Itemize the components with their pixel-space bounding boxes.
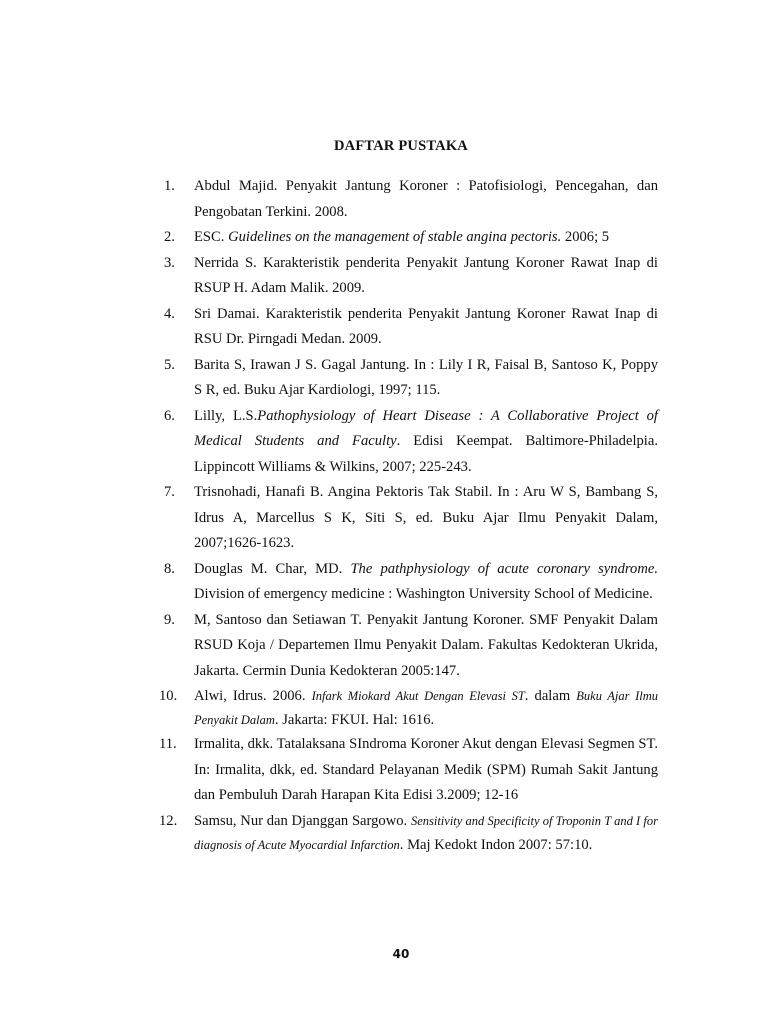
reference-text-segment: Division of emergency medicine : Washington University School of Medicine.	[194, 586, 653, 602]
reference-text	[194, 809, 658, 857]
reference-text-segment: Lilly, L.S.	[194, 407, 258, 424]
reference-item	[159, 684, 658, 732]
reference-number: 11.	[159, 736, 177, 752]
reference-text-segment: Alwi, Idrus. 2006.	[194, 688, 312, 704]
reference-text-segment: Douglas M. Char, MD.	[194, 560, 351, 577]
reference-text	[194, 251, 658, 302]
reference-text-segment: ESC.	[194, 229, 229, 245]
reference-title-italic: Buku Ajar Ilmu Penyakit Dalam	[194, 689, 658, 727]
reference-list	[159, 174, 659, 857]
reference-title-italic: Guidelines on the management of stable angina pectoris.	[228, 229, 562, 245]
reference-text-segment: 2006; 5	[561, 229, 610, 245]
reference-number: 8.	[164, 560, 175, 577]
reference-number: 3.	[164, 254, 175, 271]
reference-text-segment: M, Santoso dan Setiawan T. Penyakit Jantung Koroner. SMF Penyakit Dalam RSUD Koja / Departemen Ilmu Penyakit Dalam. Fakultas Kedokteran Ukrida, Jakarta. Cermin Dunia Kedokteran 2005:147.	[194, 611, 658, 679]
reference-number: 4.	[164, 305, 175, 322]
page-title: DAFTAR PUSTAKA	[334, 138, 468, 154]
reference-text-segment: Abdul Majid. Penyakit Jantung Koroner : Patofisiologi, Pencegahan, dan Pengobatan Terkini. 2008.	[194, 178, 658, 220]
reference-item	[164, 557, 658, 608]
reference-text	[194, 174, 658, 225]
page-number: 40	[392, 947, 410, 961]
reference-number: 10.	[159, 688, 178, 704]
reference-item	[164, 225, 658, 251]
reference-text-segment: . Edisi Keempat. Baltimore-Philadelpia. Lippincott Williams & Wilkins, 2007; 225-243.	[194, 433, 658, 475]
reference-title-italic: Sensitivity and Specificity of Troponin T and I for diagnosis of Acute Myocardial Infarction	[194, 813, 659, 852]
reference-item	[159, 809, 659, 857]
reference-title-italic: Infark Miokard Akut Dengan Elevasi ST	[311, 689, 525, 703]
reference-number: 7.	[164, 484, 175, 500]
reference-number: 12.	[159, 812, 178, 829]
reference-item	[164, 251, 658, 302]
reference-text-segment: Sri Damai. Karakteristik penderita Penyakit Jantung Koroner Rawat Inap di RSU Dr. Pirngadi Medan. 2009.	[194, 305, 658, 347]
reference-number: 1.	[164, 178, 175, 194]
reference-text	[194, 404, 658, 481]
reference-text-segment: . Jakarta: FKUI. Hal: 1616.	[274, 712, 435, 728]
reference-text	[194, 225, 658, 251]
reference-item	[164, 174, 658, 225]
reference-text-segment: Barita S, Irawan J S. Gagal Jantung. In : Lily I R, Faisal B, Santoso K, Poppy S R, ed. Buku Ajar Kardiologi, 1997; 115.	[194, 356, 658, 398]
reference-text-segment: Samsu, Nur dan Djanggan Sargowo.	[194, 812, 411, 829]
reference-text	[194, 684, 658, 732]
reference-text	[194, 353, 658, 404]
reference-item	[164, 404, 658, 481]
reference-item	[164, 302, 658, 353]
reference-title-italic: Pathophysiology of Heart Disease : A Collaborative Project of Medical Students and Faculty	[194, 407, 658, 449]
reference-text	[194, 557, 658, 608]
reference-item	[159, 732, 658, 809]
reference-text-segment: Trisnohadi, Hanafi B. Angina Pektoris Tak Stabil. In : Aru W S, Bambang S, Idrus A, Marcellus S K, Siti S, ed. Buku Ajar Ilmu Penyakit Dalam, 2007;1626-1623.	[194, 484, 658, 551]
reference-text-segment: Irmalita, dkk. Tatalaksana SIndroma Koroner Akut dengan Elevasi Segmen ST. In: Irmalita, dkk, ed. Standard Pelayanan Medik (SPM) Rumah Sakit Jantung dan Pembuluh Darah Harapan Kita Edisi 3.2009; 12-16	[194, 736, 658, 803]
reference-number: 5.	[164, 356, 175, 373]
reference-text	[194, 732, 658, 809]
reference-number: 9.	[164, 611, 175, 628]
reference-text-segment: Nerrida S. Karakteristik penderita Penyakit Jantung Koroner Rawat Inap di RSUP H. Adam Malik. 2009.	[194, 254, 658, 296]
reference-text-segment: . Maj Kedokt Indon 2007: 57:10.	[399, 836, 593, 853]
reference-number: 2.	[164, 229, 175, 245]
reference-number: 6.	[164, 407, 175, 424]
reference-item	[164, 353, 658, 404]
reference-item	[164, 480, 658, 557]
reference-text	[194, 480, 658, 557]
reference-title-italic: The pathphysiology of acute coronary syndrome.	[350, 560, 658, 577]
reference-text-segment: . dalam	[524, 688, 577, 704]
reference-item	[164, 608, 658, 685]
reference-text	[194, 302, 658, 353]
reference-text	[194, 608, 658, 685]
